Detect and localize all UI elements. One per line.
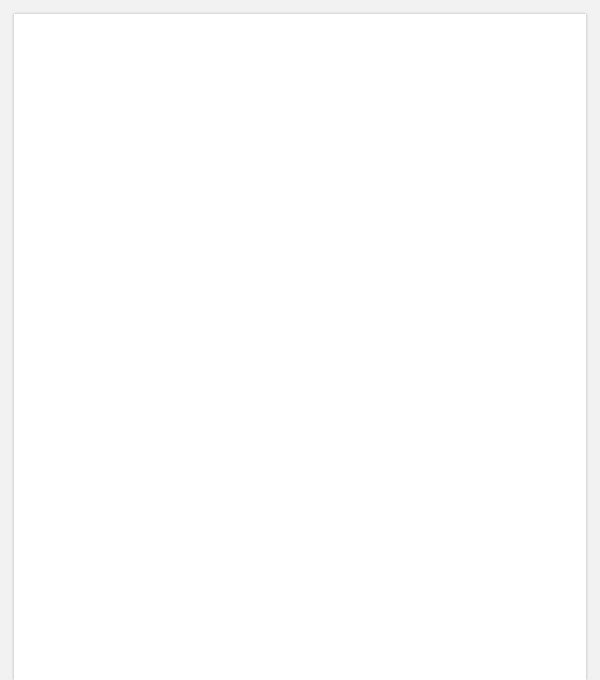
courses-table	[96, 353, 516, 364]
courses-header-row	[96, 353, 516, 364]
courses-header-followed	[312, 353, 456, 364]
courses-header-year	[456, 353, 516, 364]
courses-header-name	[96, 353, 312, 364]
document-page	[14, 14, 586, 680]
